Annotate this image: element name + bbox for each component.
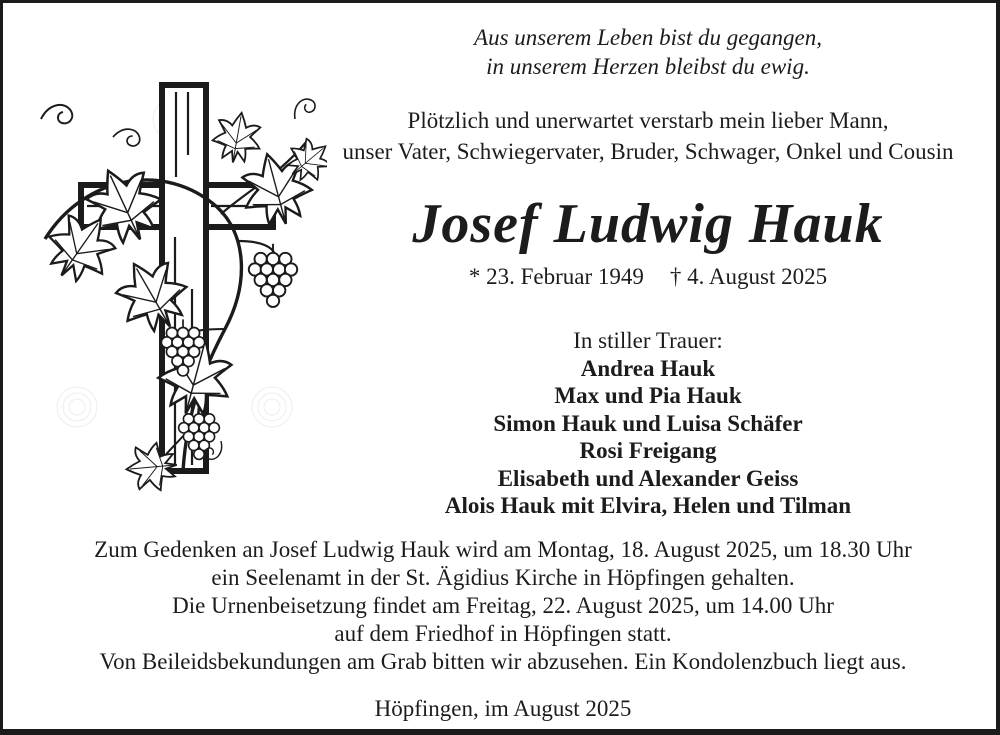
death-date: † 4. August 2025: [669, 264, 828, 289]
service-details-line: ein Seelenamt in der St. Ägidius Kirche in Höpfingen gehalten.: [211, 565, 795, 590]
intro-text: [303, 105, 993, 167]
life-dates: [303, 263, 993, 291]
mourner-name: Elisabeth und Alexander Geiss: [497, 465, 799, 491]
service-details-line: auf dem Friedhof in Höpfingen statt.: [334, 621, 672, 646]
quote-line-1: Aus unserem Leben bist du gegangen,: [474, 25, 822, 50]
deceased-name: Josef Ludwig Hauk: [412, 193, 884, 255]
service-details-line: Zum Gedenken an Josef Ludwig Hauk wird am Montag, 18. August 2025, um 18.30 Uhr: [94, 537, 912, 562]
quote-line-2: in unserem Herzen bleibst du ewig.: [486, 54, 810, 79]
birth-date: * 23. Februar 1949: [468, 264, 644, 289]
mourner-name: Andrea Hauk: [580, 355, 716, 381]
service-details-line: Die Urnenbeisetzung findet am Freitag, 22. August 2025, um 14.00 Uhr: [172, 593, 834, 618]
intro-line-2: unser Vater, Schwiegervater, Bruder, Schwager, Onkel und Cousin: [342, 139, 954, 164]
mourning-label: In stiller Trauer:: [573, 328, 723, 353]
mourning-section: [303, 327, 993, 520]
memorial-quote: [323, 23, 973, 81]
mourner-name: Max und Pia Hauk: [554, 383, 742, 408]
service-details-line: Von Beileidsbekundungen am Grab bitten wir abzusehen. Ein Kondolenzbuch liegt aus.: [99, 649, 907, 674]
mourner-name: Simon Hauk und Luisa Schäfer: [493, 410, 803, 436]
intro-line-1: Plötzlich und unerwartet verstarb mein lieber Mann,: [407, 108, 889, 133]
mourner-name: Rosi Freigang: [579, 438, 717, 463]
closing-line: Höpfingen, im August 2025: [374, 696, 632, 721]
mourner-name: Alois Hauk mit Elvira, Helen und Tilman: [444, 493, 852, 518]
service-details: [43, 536, 963, 676]
cross-grapevine-illustration: [25, 79, 327, 499]
